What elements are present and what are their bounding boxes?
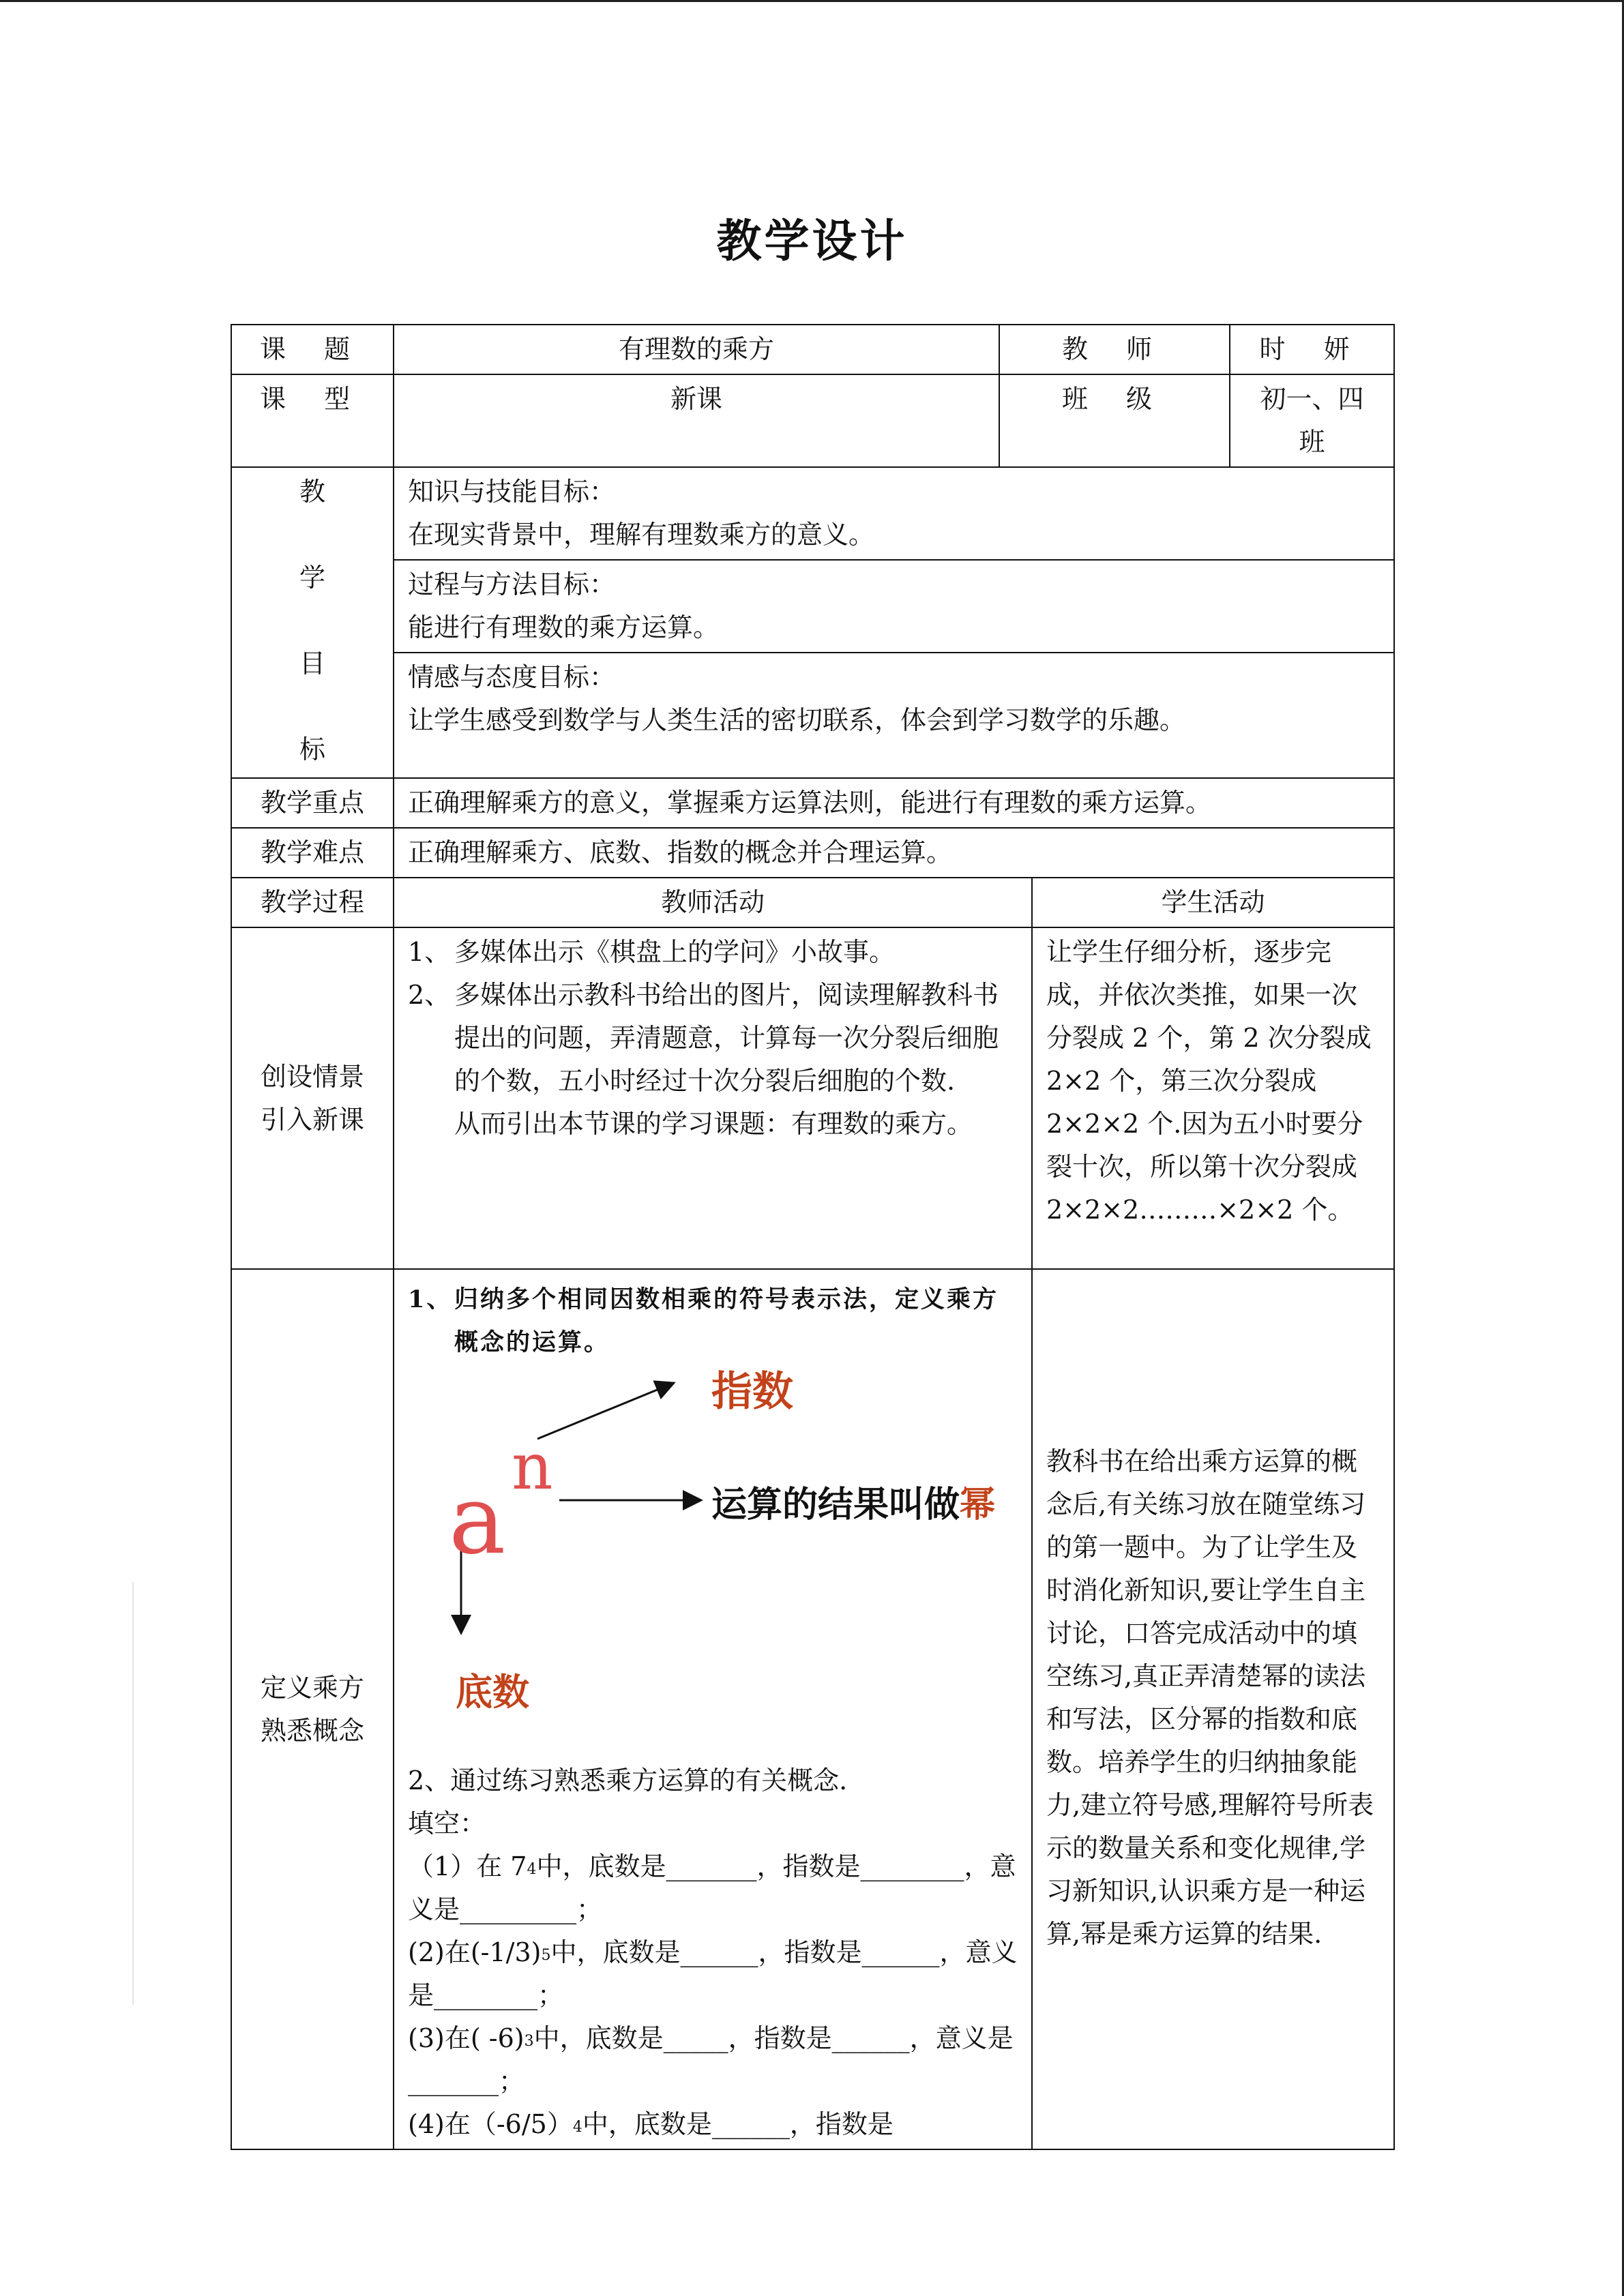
base-label: 底数 <box>456 1670 529 1714</box>
step-text: 多媒体出示《棋盘上的学问》小故事。 <box>454 937 896 967</box>
exponent-label: 指数 <box>711 1368 793 1416</box>
difficulty-text: 正确理解乘方、底数、指数的概念并合理运算。 <box>394 828 1394 878</box>
difficulty-label: 教学难点 <box>231 828 394 878</box>
power-diagram <box>408 1364 1018 1759</box>
page-top-border <box>0 0 1624 2</box>
type-row <box>231 374 1394 467</box>
stage1-followup: 从而引出本节课的学习课题：有理数的乘方。 <box>454 1109 973 1139</box>
step-number: 1、 <box>408 1285 453 1313</box>
key-point-row <box>231 778 1394 828</box>
page-title: 教学设计 <box>716 214 908 267</box>
stage2-student: 教科书在给出乘方运算的概念后,有关练习放在随堂练习的第一题中。为了让学生及时消化新知识,要让学生自主讨论，口答完成活动中的填空练习,真正弄清楚幂的读法和写法，区分幂的指数和底数。培养学生的归纳抽象能力,建立符号感,理解符号所表示的数量关系和变化规律,学习新知识,认识乘方是一种运算,幂是乘方运算的结果. <box>1032 1269 1394 2149</box>
exercise-item <box>408 2103 1018 2146</box>
exercise-exponent: 4 <box>527 1861 537 1878</box>
process-label: 教学过程 <box>231 878 394 927</box>
objectives-char: 教 <box>299 477 325 507</box>
exercise-exponent: 5 <box>541 1947 551 1964</box>
lesson-plan-table <box>231 324 1395 2150</box>
objective-process <box>394 560 1394 653</box>
exponent-symbol: n <box>512 1430 553 1504</box>
type-value: 新课 <box>394 374 999 467</box>
exercise-text: 中，底数是______，指数是 <box>582 2109 894 2139</box>
practice-title: 2、通过练习熟悉乘方运算的有关概念. <box>408 1765 848 1795</box>
objective-heading: 情感与态度目标： <box>408 662 616 692</box>
stage2-teacher <box>394 1269 1032 2149</box>
difficulty-row <box>231 828 1394 878</box>
stage2-label: 定义乘方熟悉概念 <box>231 1269 394 2149</box>
objective-heading: 过程与方法目标： <box>408 569 616 599</box>
stage2-row <box>231 1269 1394 2149</box>
exercise-item <box>408 2017 1018 2103</box>
key-point-text: 正确理解乘方的意义，掌握乘方运算法则，能进行有理数的乘方运算。 <box>394 778 1394 828</box>
exercise-prefix: (2)在(-1/3) <box>408 1937 542 1967</box>
class-label: 班 级 <box>999 374 1230 467</box>
objective-row-1 <box>231 467 1394 560</box>
list-item <box>408 974 1018 1103</box>
result-label <box>711 1483 995 1526</box>
stage2-lead <box>408 1278 1018 1364</box>
key-point-label: 教学重点 <box>231 778 394 828</box>
step-number: 2、 <box>408 980 451 1010</box>
topic-value: 有理数的乘方 <box>394 325 999 374</box>
stage1-row <box>231 927 1394 1269</box>
exercise-text: 中，底数是_______，指数是________，意义是_________； <box>408 1851 1016 1924</box>
objective-heading: 知识与技能目标： <box>408 477 616 507</box>
exercise-prefix: （1）在 7 <box>408 1851 527 1881</box>
topic-row <box>231 325 1394 374</box>
objective-row-2 <box>231 560 1394 653</box>
objectives-char: 学 <box>299 563 325 593</box>
teacher-label: 教 师 <box>999 325 1230 374</box>
exercise-item <box>408 1931 1018 2017</box>
stage1-label: 创设情景引入新课 <box>231 927 394 1269</box>
class-value: 初一、四班 <box>1230 374 1394 467</box>
objectives-char: 标 <box>299 734 325 764</box>
base-symbol: a <box>449 1465 506 1576</box>
type-label: 课 型 <box>231 374 394 467</box>
objectives-char: 目 <box>299 648 325 679</box>
teacher-value: 时 妍 <box>1230 325 1394 374</box>
fill-label: 填空： <box>408 1808 486 1838</box>
exercise-prefix: (3)在( -6) <box>408 2023 525 2053</box>
objective-knowledge <box>394 467 1394 560</box>
stage1-steps <box>408 931 1018 1103</box>
scan-line <box>132 1582 134 2005</box>
process-header-row <box>231 878 1394 927</box>
exercise-exponent: 3 <box>524 2033 534 2050</box>
exercise-text: 中，底数是______，指数是______，意义是________； <box>408 1937 1018 2010</box>
objective-text: 让学生感受到数学与人类生活的密切联系，体会到学习数学的乐趣。 <box>408 705 1186 735</box>
objective-attitude <box>394 653 1394 778</box>
objective-text: 在现实背景中，理解有理数乘方的意义。 <box>408 520 875 550</box>
list-item <box>408 931 1018 974</box>
stage1-student: 让学生仔细分析，逐步完成，并依次类推，如果一次分裂成 2 个，第 2 次分裂成 2×2 个，第三次分裂成 2×2×2 个.因为五小时要分裂十次，所以第十次分裂成 2×2×2………×2×2 个。 <box>1032 927 1394 1269</box>
exercise-prefix: (4)在（-6/5） <box>408 2109 573 2139</box>
objective-text: 能进行有理数的乘方运算。 <box>408 612 720 642</box>
objective-row-3 <box>231 653 1394 778</box>
result-text: 运算的结果叫做 <box>711 1484 960 1525</box>
stage1-teacher <box>394 927 1032 1269</box>
objectives-label <box>231 467 394 778</box>
topic-label: 课 题 <box>231 325 394 374</box>
step-text: 归纳多个相同因数相乘的符号表示法，定义乘方概念的运算。 <box>454 1285 999 1356</box>
step-text: 多媒体出示教科书给出的图片，阅读理解教科书提出的问题，弄清题意，计算每一次分裂后细胞的个数，五小时经过十次分裂后细胞的个数. <box>454 980 999 1096</box>
exercise-text: 中，底数是_____，指数是______，意义是_______； <box>408 2023 1014 2096</box>
exercise-item <box>408 1845 1018 1931</box>
step-number: 1、 <box>408 937 451 967</box>
power-term: 幂 <box>960 1484 996 1525</box>
student-activity-header: 学生活动 <box>1032 878 1394 927</box>
exercise-exponent: 4 <box>572 2119 582 2136</box>
teacher-activity-header: 教师活动 <box>394 878 1032 927</box>
exponent-arrow <box>537 1383 674 1439</box>
